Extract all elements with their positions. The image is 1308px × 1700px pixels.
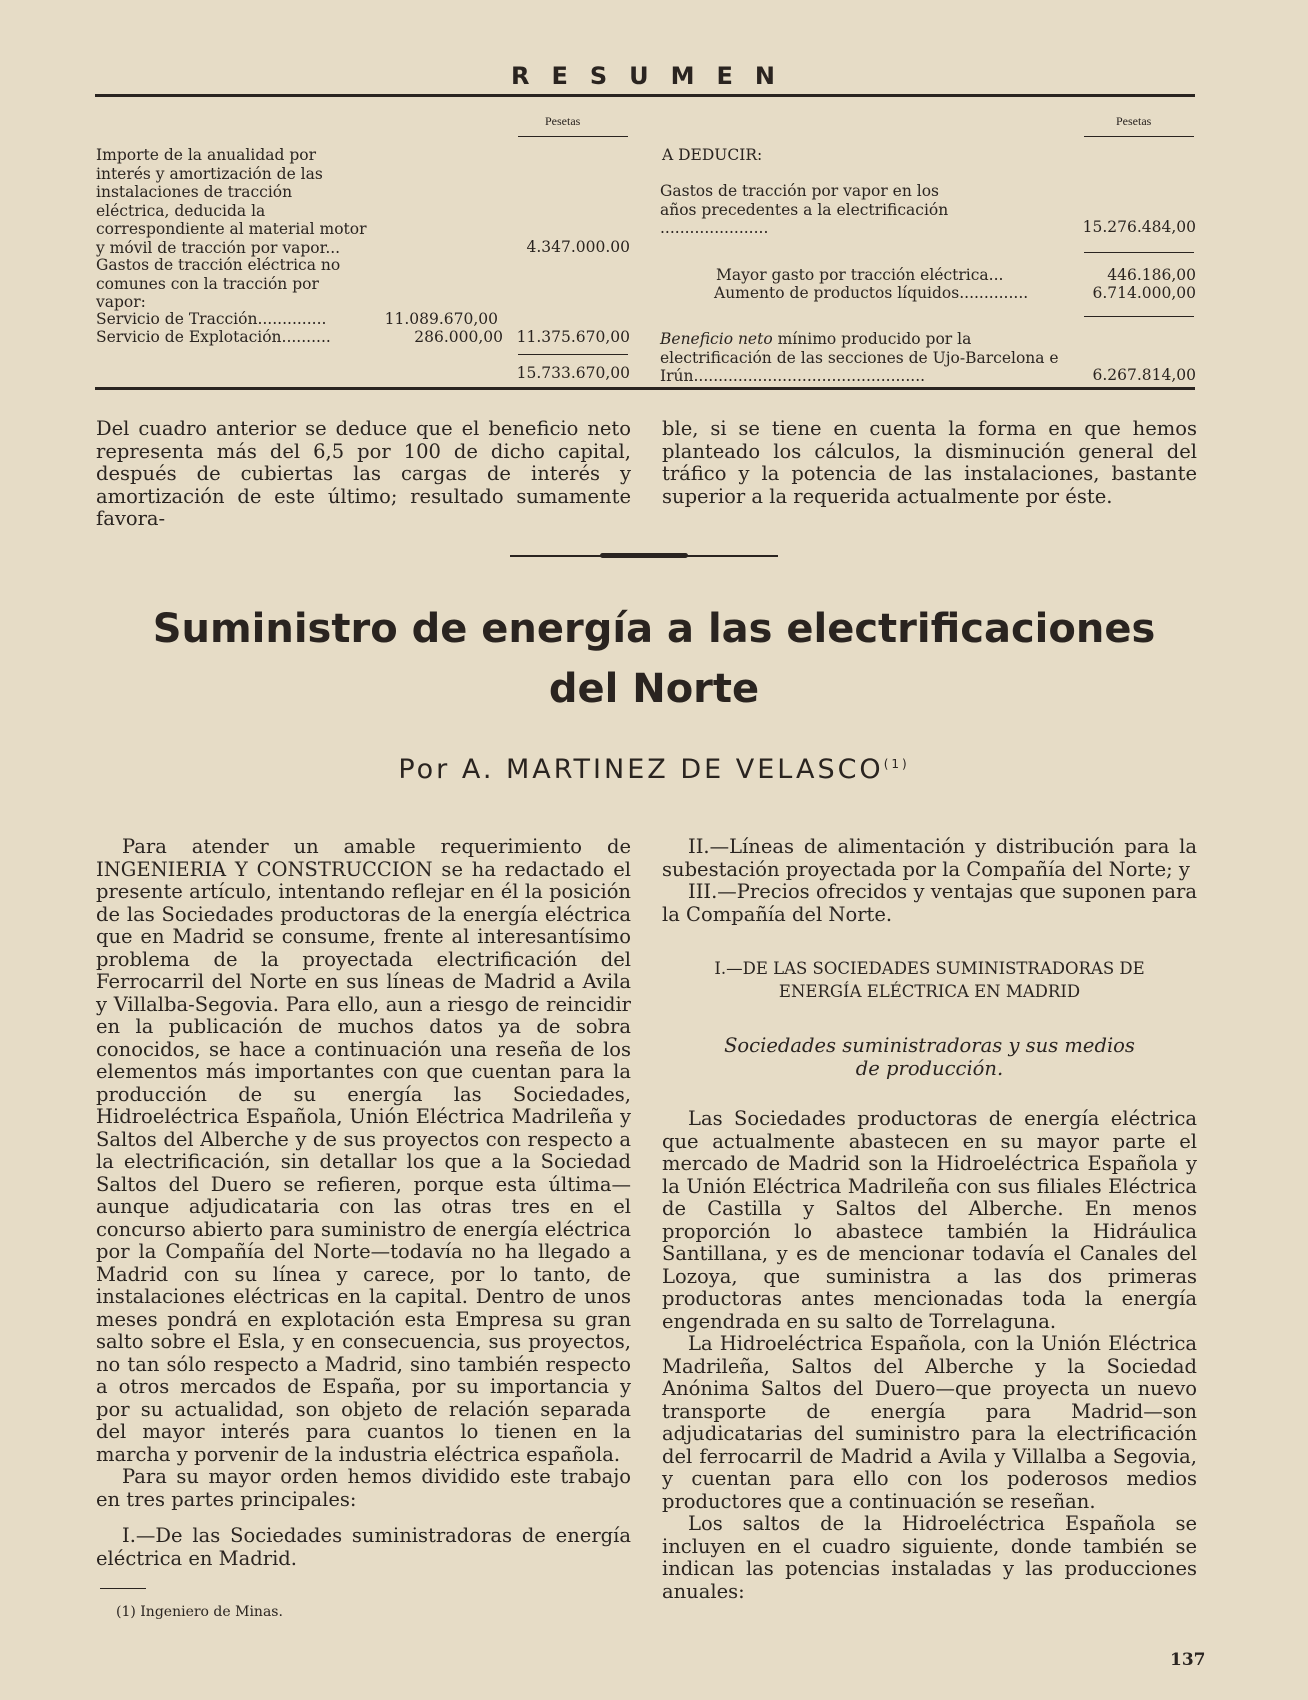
page-number: 137: [1170, 1650, 1206, 1670]
right-mid-rule: [1084, 252, 1194, 253]
section-subheading: Sociedades suministradoras y sus medios de producción.: [724, 1034, 1135, 1080]
article-intro-paragraph: Para atender un amable requerimiento de INGENIERIA Y CONSTRUCCION se ha redactado el presente artículo, intentando reflejar en él la posición de las Sociedades productoras de la energía eléctrica que en Madrid se consume, frente al interesantísimo problema de la proyectada electrificación del Ferrocarril del Norte en sus líneas de Madrid a Avila y Villalba-Segovia. Para ello, aun a riesgo de reincidir en la publicación de muchos datos ya de sobra conocidos, se hace a continuación una reseña de los elementos más importantes con que cuentan para la producción de su energía las Sociedades, Hidroeléctrica Española, Unión Eléctrica Madrileña y Saltos del Alberche y de sus proyectos con respecto a la electrificación, sin detallar los que a la Sociedad Saltos del Duero se refieren, porque esta última—aunque adjudicataria con las otras tres en el concurso abierto para suministro de energía eléctrica por la Compañía del Norte—todavía no ha llegado a Madrid con su línea y carece, por lo tanto, de instalaciones eléctricas en la capital. Dentro de unos meses pondrá en explotación esta Empresa su gran salto sobre el Esla, y en consecuencia, sus proyectos, no tan sólo respecto a Madrid, sino también respecto a otros mercados de España, por su importancia y por su actualidad, son objeto de relación separada del mayor interés para cuantos lo tienen en la marcha y porvenir de la industria eléctrica española.: [96, 835, 631, 1466]
summary-gastos-vapor: Gastos de tracción por vapor en los años precedentes a la electrificación ......................: [660, 182, 949, 237]
article-right-column: [662, 836, 1197, 1603]
article-byline: [0, 754, 1308, 785]
summary-beneficio-label: Beneficio neto: [660, 330, 773, 348]
article-part-one: I.—De las Sociedades suministradoras de energía eléctrica en Madrid.: [96, 1524, 631, 1570]
summary-deducir-label: A DEDUCIR:: [662, 146, 763, 164]
article-parts-paragraph: Para su mayor orden hemos dividido este trabajo en tres partes principales:: [96, 1465, 631, 1511]
conclusion-left: Del cuadro anterior se deduce que el beneficio neto representa más del 6,5 por 100 de dicho capital, después de cubiertas las cargas de interés y amortización de este último; resultado sumamente favora-: [96, 417, 631, 530]
article-part-two: II.—Líneas de alimentación y distribución para la subestación proyectada por la Compañía del Norte; y: [662, 835, 1197, 881]
article-title-line2: del Norte: [548, 666, 760, 712]
summary-beneficio-text: mínimo producido por la electrificación de las secciones de Ujo-Barcelona e Irún...............................................: [660, 330, 1059, 385]
section-heading: I.—DE LAS SOCIEDADES SUMINISTRADORAS DE ENERGÍA ELÉCTRICA EN MADRID: [714, 959, 1145, 1001]
byline-note: (1): [883, 757, 910, 771]
summary-servicio-traccion-value: 11.089.670,00: [384, 310, 498, 328]
summary-gastos-vapor-value: 15.276.484,00: [1082, 218, 1196, 236]
summary-servicio-explotacion-value: 286.000,00: [414, 328, 503, 346]
left-subtotal-rule: [518, 354, 628, 355]
summary-servicio-traccion: Servicio de Tracción..............: [96, 310, 327, 328]
left-col-header: Pesetas: [545, 114, 581, 128]
summary-beneficio: [660, 330, 1070, 386]
article-part-three: III.—Precios ofrecidos y ventajas que suponen para la Compañía del Norte.: [662, 880, 1197, 926]
summary-item-anualidad-value: 4.347.000.00: [526, 238, 630, 256]
running-head: RESUMEN: [510, 62, 797, 90]
summary-servicio-explotacion: Servicio de Explotación..........: [96, 328, 331, 346]
conclusion-right: ble, si se tiene en cuenta la forma en que hemos planteado los cálculos, la disminución general del tráfico y la potencia de las instalaciones, bastante superior a la requerida actualmente por éste.: [662, 417, 1197, 508]
summary-aumento: Aumento de productos líquidos..............: [714, 284, 1029, 302]
section-separator-center: [600, 553, 688, 558]
right-paragraph-2: La Hidroeléctrica Española, con la Unión Eléctrica Madrileña, Saltos del Alberche y la Sociedad Anónima Saltos del Duero—que proyecta un nuevo transporte de energía para Madrid—son adjudicatarias del suministro para la electrificación del ferrocarril de Madrid a Avila y Villalba a Segovia, y cuentan para ello con los poderosos medios productores que a continuación se reseñan.: [662, 1332, 1197, 1513]
footnote: (1) Ingeniero de Minas.: [116, 1604, 283, 1620]
byline-text: Por A. MARTINEZ DE VELASCO: [398, 754, 884, 785]
summary-beneficio-value: 6.267.814,00: [1092, 366, 1196, 384]
right-header-rule: [1084, 136, 1194, 137]
right-paragraph-1: Las Sociedades productoras de energía eléctrica que actualmente abastecen en su mayor parte el mercado de Madrid son la Hidroeléctrica Española y la Unión Eléctrica Madrileña con sus filiales Eléctrica de Castilla y Saltos del Alberche. En menos proporción lo abastece también la Hidráulica Santillana, y es de mencionar todavía el Canales del Lozoya, que suministra a las dos primeras productoras antes mencionadas toda la energía engendrada en su salto de Torrelaguna.: [662, 1107, 1197, 1333]
footnote-rule: [100, 1588, 146, 1589]
right-col-header: Pesetas: [1116, 114, 1152, 128]
summary-item-gastos-electrica: Gastos de tracción eléctrica no comunes con la tracción por vapor:: [96, 256, 341, 311]
right-lower-rule: [1084, 316, 1194, 317]
summary-total-value: 15.733.670,00: [516, 364, 630, 382]
article-left-column: [96, 836, 631, 1570]
top-rule: [95, 94, 1195, 97]
summary-subtotal-value: 11.375.670,00: [516, 328, 630, 346]
right-paragraph-3: Los saltos de la Hidroeléctrica Española se incluyen en el cuadro siguiente, donde también se indican las potencias instaladas y las producciones anuales:: [662, 1512, 1197, 1603]
summary-mayor-gasto: Mayor gasto por tracción eléctrica...: [716, 266, 1004, 284]
summary-bottom-rule: [95, 387, 1195, 390]
summary-aumento-value: 6.714.000,00: [1092, 284, 1196, 302]
summary-mayor-gasto-value: 446.186,00: [1107, 266, 1196, 284]
left-header-rule: [518, 136, 628, 137]
summary-item-anualidad: Importe de la anualidad por interés y amortización de las instalaciones de tracción eléctrica, deducida la correspondiente al material motor y móvil de tracción por vapor...: [96, 146, 367, 257]
article-title-line1: Suministro de energía a las electrificaciones: [152, 606, 1156, 652]
